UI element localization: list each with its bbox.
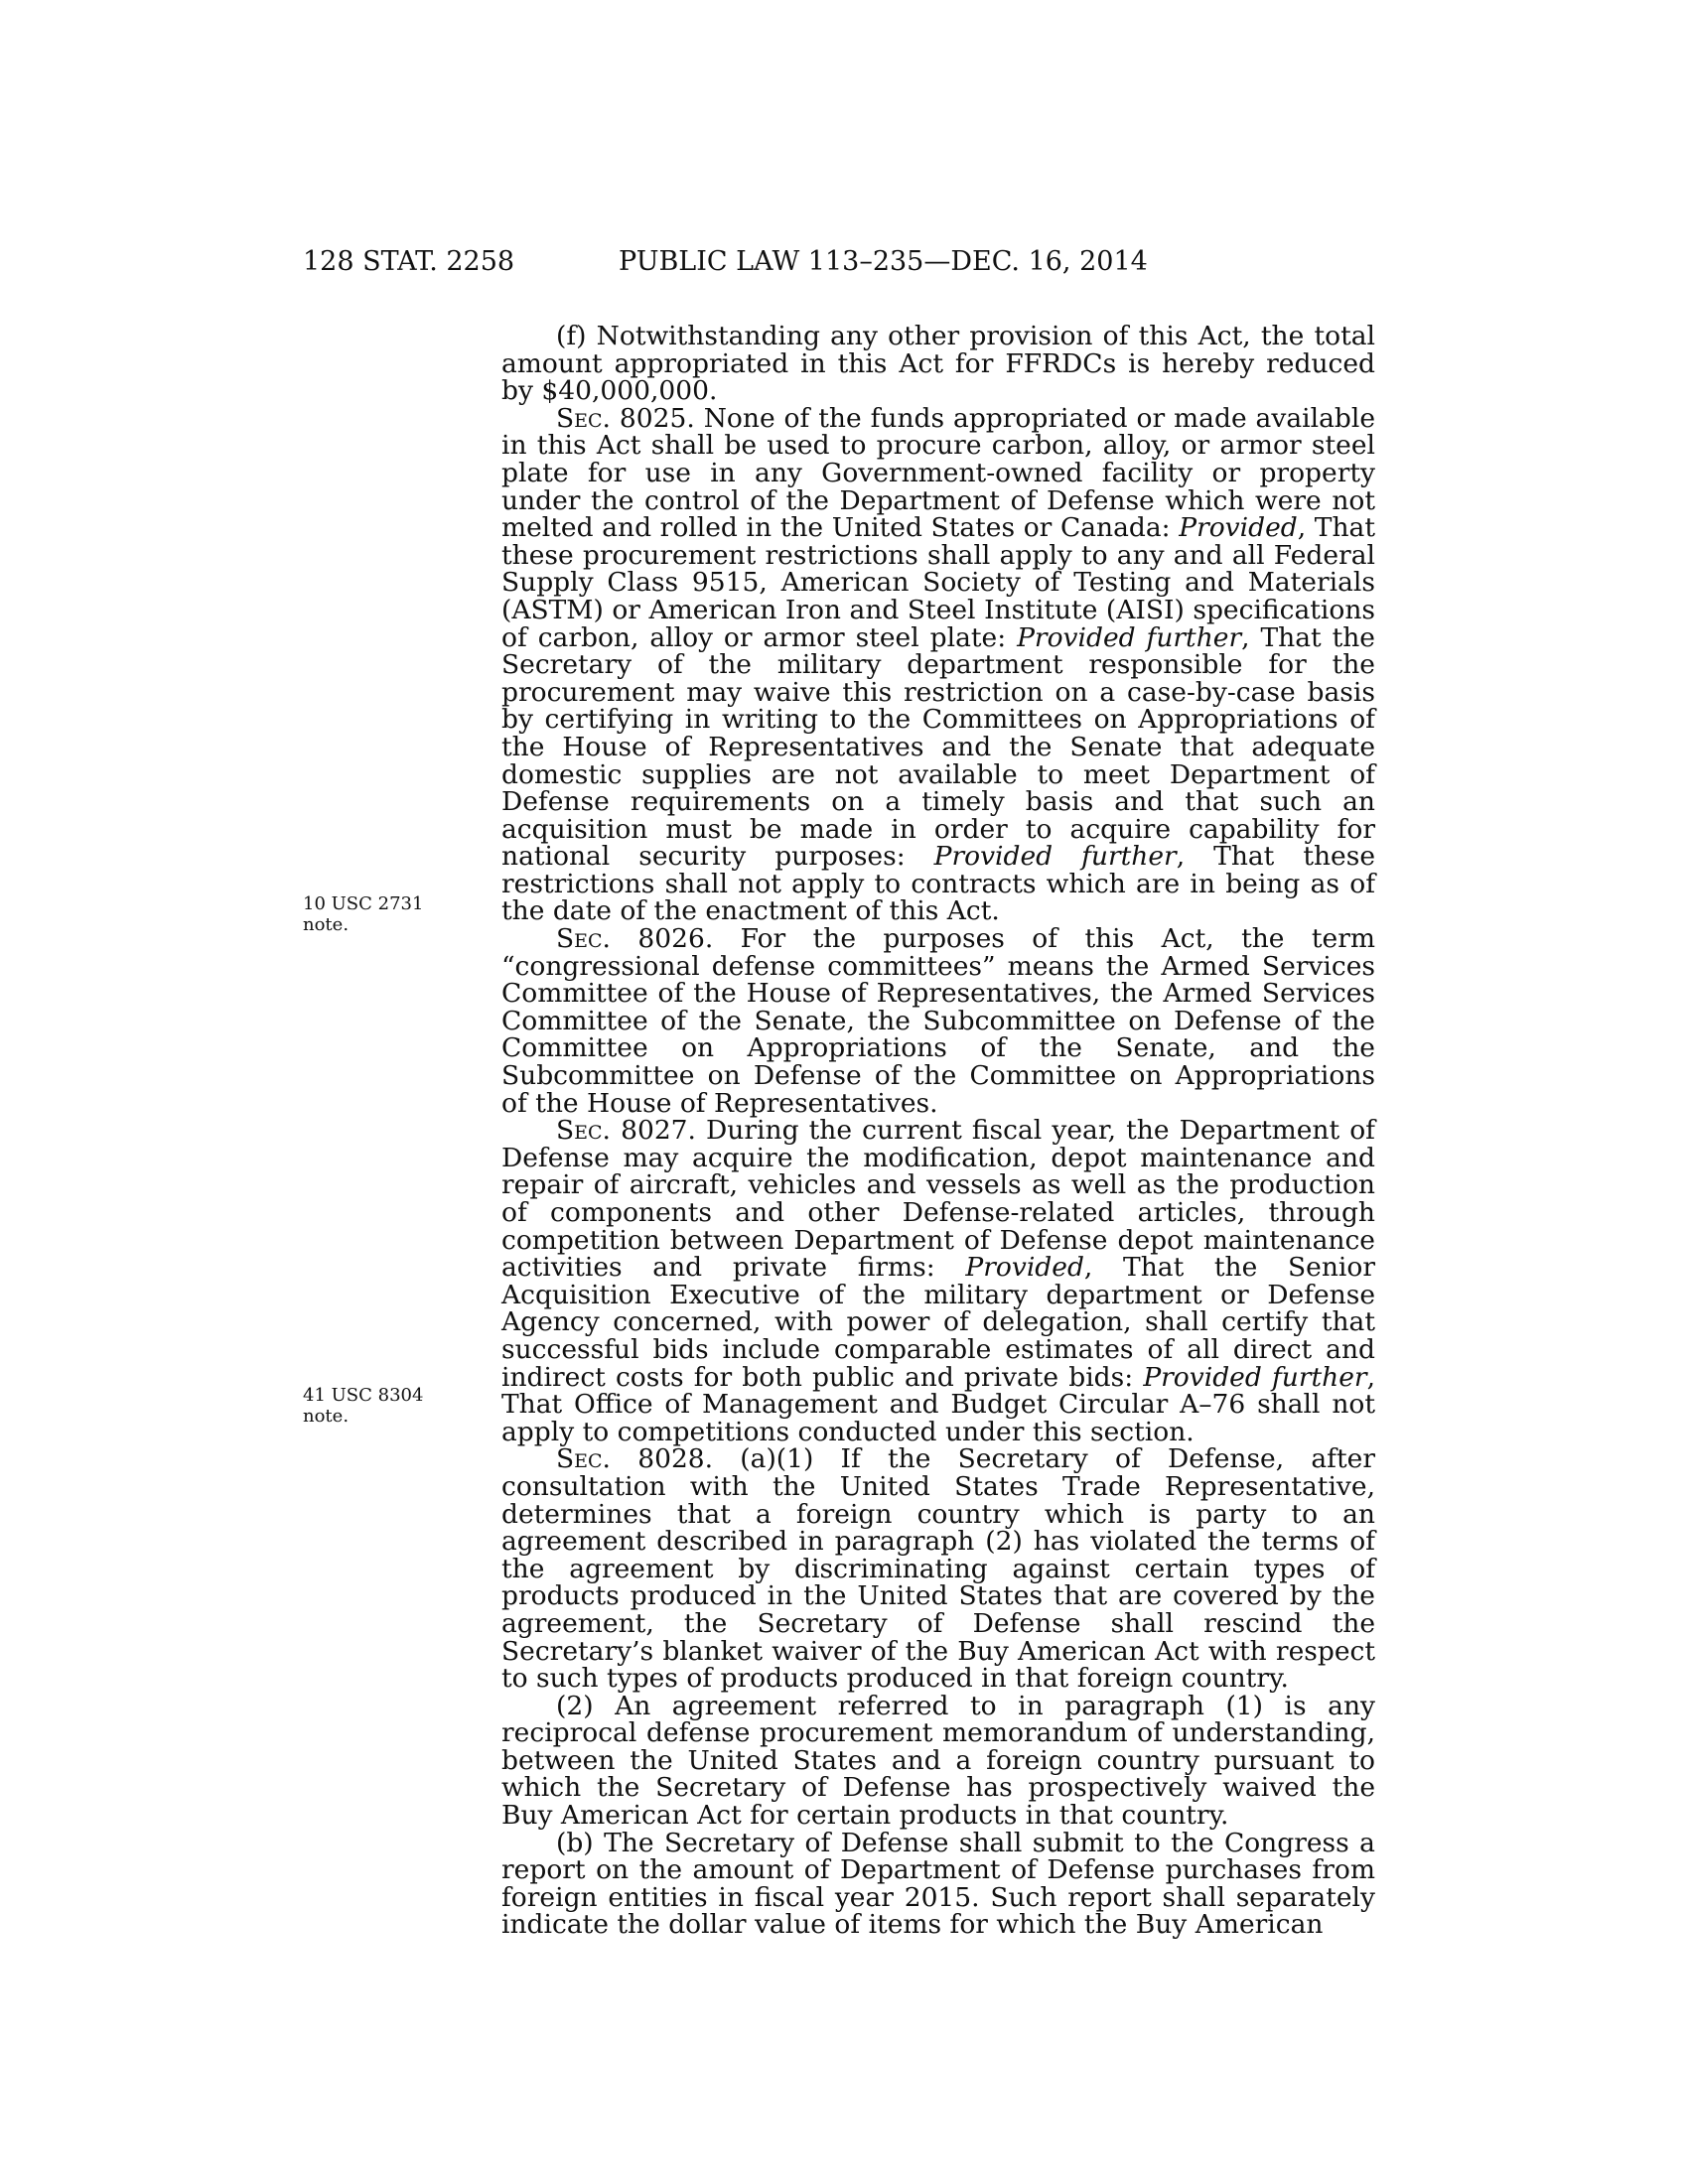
paragraph-b: (b) The Secretary of Defense shall submit to the Congress a report on the amount of Department of Defense purchases from foreign entities in fiscal year 2015. Such report shall separately indicate the dollar value of items for which the Buy American bbox=[501, 1827, 1375, 1941]
proviso: Provided further bbox=[933, 841, 1177, 873]
section-label: Sec. bbox=[556, 1115, 611, 1147]
paragraph-a2: (2) An agreement referred to in paragraph (1) is any reciprocal defense procurement memorandum of understanding, between the United States and a foreign country pursuant to which the Secretary of Defense has prospectively waived the Buy American Act for certain products in that country. bbox=[501, 1690, 1375, 1832]
public-law-title: PUBLIC LAW 113–235—DEC. 16, 2014 bbox=[619, 246, 1148, 277]
section-8028: Sec. 8028. (a)(1) If the Secretary of Defense, after consultation with the United States Trade Representative, determines that a foreign country which is party to an agreement described in paragraph (2) has violated the terms of the agreement by discriminating against certain types of products produced in the United States that are covered by the agreement, the Secretary of Defense shall rescind the Secretary’s blanket waiver of the Buy American Act with respect to such types of products produced in that foreign country. bbox=[501, 1443, 1375, 1695]
section-8025: Sec. 8025. None of the funds appropriated or made available in this Act shall be used to procure carbon, alloy, or armor steel plate for use in any Government-owned facility or property under the control of the Department of Defense which were not melted and rolled in the United States or Canada: Provided, That these procurement restrictions shall apply to any and all Federal Supply Class 9515, American Society of Testing and Materials (ASTM) or American Iron and Steel Institute (AISI) specifications of carbon, alloy or armor steel plate: Provided further, That the Secretary of the military department responsible for the procurement may waive this restriction on a case-by-case basis by certifying in writing to the Committees on Appropriations of the House of Representatives and the Senate that adequate domestic supplies are not available to meet Department of Defense requirements on a timely basis and that such an acquisition must be made in order to acquire capability for national security purposes: Provided further, That these restrictions shall not apply to contracts which are in being as of the date of the enactment of this Act. bbox=[501, 402, 1375, 927]
section-label: Sec. bbox=[556, 923, 611, 955]
margin-note-label: note. bbox=[303, 1406, 350, 1427]
page-header bbox=[303, 246, 1226, 286]
statute-body bbox=[501, 323, 1375, 1939]
margin-note-label: note. bbox=[303, 914, 350, 935]
proviso: Provided bbox=[965, 1252, 1084, 1284]
margin-note-citation: 41 USC 8304 bbox=[303, 1385, 424, 1406]
proviso: Provided bbox=[1179, 512, 1298, 544]
section-8027: Sec. 8027. During the current fiscal year, the Department of Defense may acquire the modification, depot maintenance and repair of aircraft, vehicles and vessels as well as the production of components and other Defense-related articles, through competition between Department of Defense depot maintenance activities and private firms: Provided, That the Senior Acquisition Executive of the military department or Defense Agency concerned, with power of delegation, shall certify that successful bids include comparable estimates of all direct and indirect costs for both public and private bids: Provided further, That Office of Management and Budget Circular A–76 shall not apply to competitions conducted under this section. bbox=[501, 1115, 1375, 1447]
margin-note-10-usc-2731 bbox=[303, 893, 462, 935]
section-label: Sec. bbox=[556, 1443, 611, 1475]
section-label: Sec. bbox=[556, 402, 611, 434]
paragraph-f: (f) Notwithstanding any other provision of this Act, the total amount appropriated in this Act for FFRDCs is hereby reduced by $40,000,000. bbox=[501, 321, 1375, 407]
proviso: Provided further bbox=[1143, 1361, 1367, 1393]
margin-note-citation: 10 USC 2731 bbox=[303, 893, 424, 914]
margin-note-41-usc-8304 bbox=[303, 1385, 462, 1427]
section-8026: Sec. 8026. For the purposes of this Act, the term “congressional defense committees” means the Armed Services Committee of the House of Representatives, the Armed Services Committee of the Senate, the Subcommittee on Defense of the Committee on Appropriations of the Senate, and the Subcommittee on Defense of the Committee on Appropriations of the House of Representatives. bbox=[501, 923, 1375, 1119]
proviso: Provided further bbox=[1017, 621, 1242, 653]
statute-reference: 128 STAT. 2258 bbox=[303, 246, 515, 277]
